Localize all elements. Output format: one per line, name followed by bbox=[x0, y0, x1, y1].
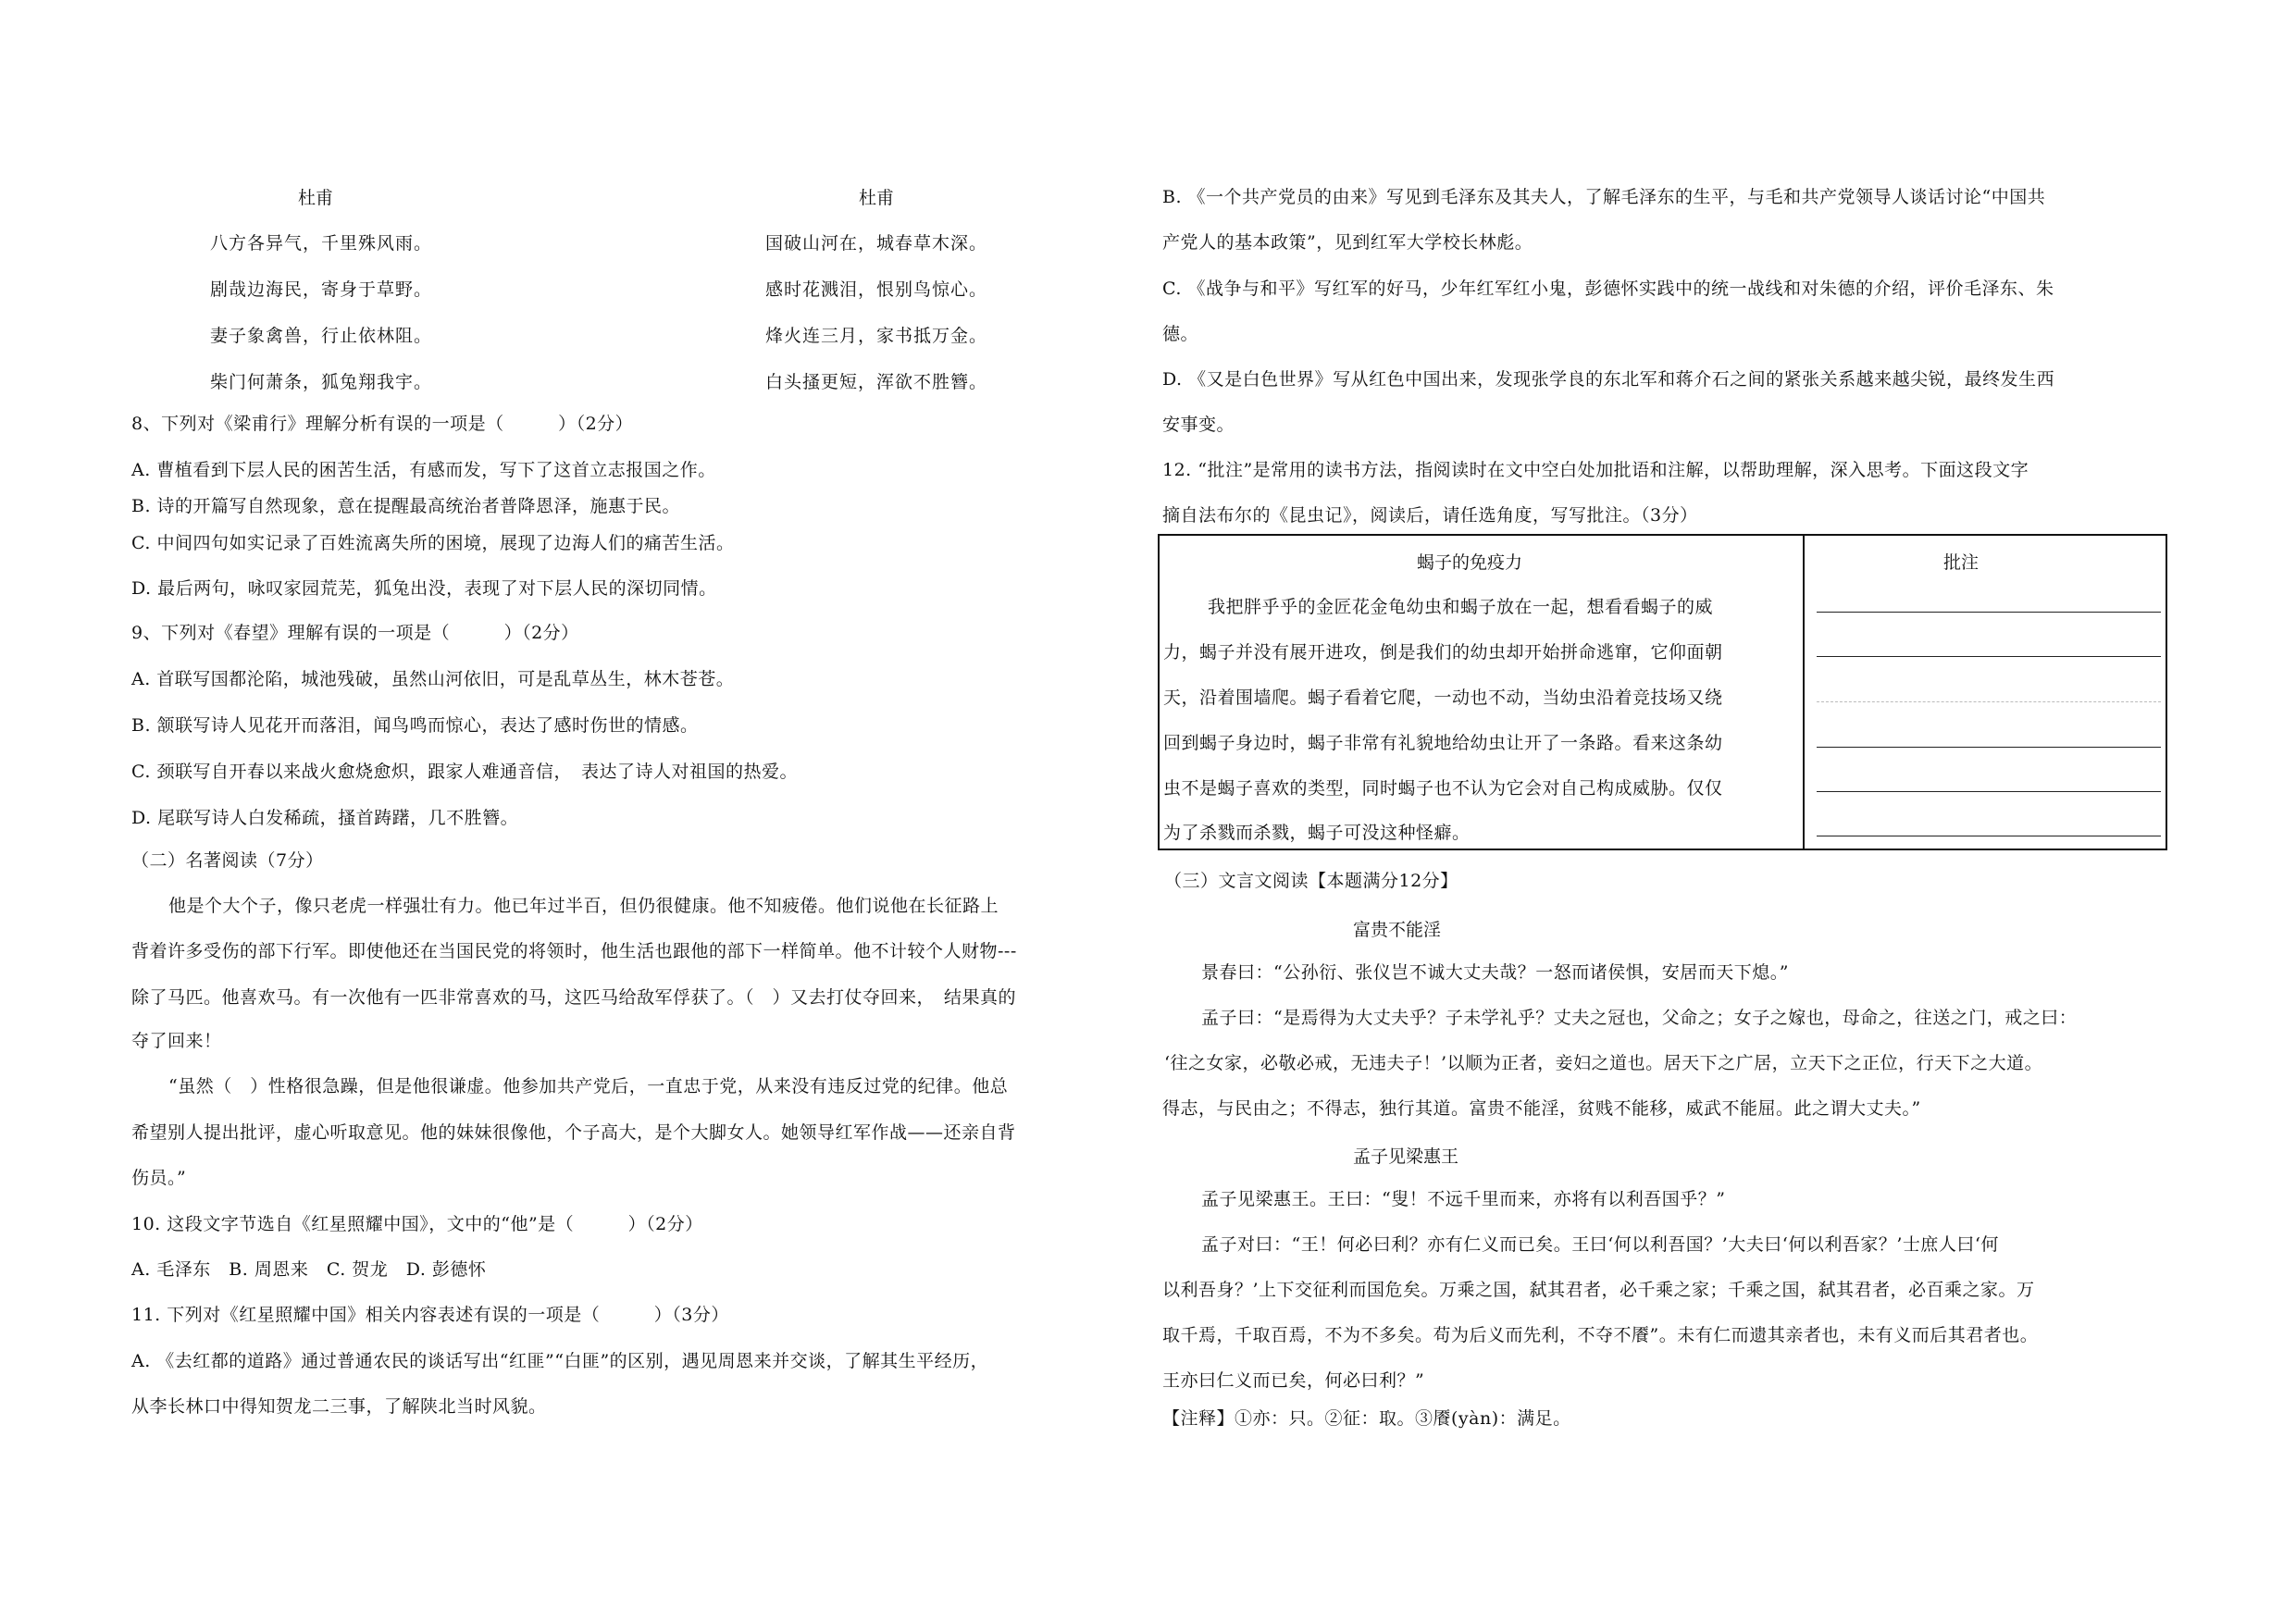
question-8-option-c: C. 中间四句如实记录了百姓流离失所的困境，展现了边海人们的痛苦生活。 bbox=[131, 533, 735, 553]
question-8-option-a: A. 曹植看到下层人民的困苦生活，有感而发，写下了这首立志报国之作。 bbox=[131, 460, 716, 480]
annotation-notes: 【注释】①亦：只。②征：取。③餍(yàn)：满足。 bbox=[1162, 1408, 1571, 1429]
classical-text-line: 以利吾身？’上下交征利而国危矣。万乘之国，弑其君者，必千乘之家；千乘之国，弑其君者，必百乘之家。万 bbox=[1162, 1280, 2035, 1300]
poem2-author: 杜甫 bbox=[859, 188, 895, 208]
poem1-line: 剧哉边海民，寄身于草野。 bbox=[210, 279, 433, 300]
passage-line: 背着许多受伤的部下行军。即使他还在当国民党的将领时，他生活也跟他的部下一样简单。他不计较个人财物--- bbox=[131, 941, 1017, 961]
question-9-stem: 9、下列对《春望》理解有误的一项是（ ）（2分） bbox=[131, 623, 579, 643]
classical-text-line: 景春曰：“公孙衍、张仪岂不诚大丈夫哉？一怒而诸侯惧，安居而天下熄。” bbox=[1201, 962, 1789, 983]
question-11-stem: 11. 下列对《红星照耀中国》相关内容表述有误的一项是（ ）（3分） bbox=[131, 1305, 729, 1325]
passage-line: 他是个大个子，像只老虎一样强壮有力。他已年过半百，但仍很健康。他不知疲倦。他们说他在长征路上 bbox=[168, 896, 999, 916]
annotation-blank-line[interactable] bbox=[1817, 612, 2161, 613]
annotation-blank-line[interactable] bbox=[1817, 747, 2161, 748]
table-passage-line: 天，沿着围墙爬。蝎子看着它爬，一动也不动，当幼虫沿着竞技场又绕 bbox=[1163, 688, 1723, 708]
question-8-option-b: B. 诗的开篇写自然现象，意在提醒最高统治者普降恩泽，施惠于民。 bbox=[131, 496, 681, 516]
section-3-heading: （三）文言文阅读【本题满分12分】 bbox=[1164, 871, 1458, 891]
question-10-options: A. 毛泽东 B. 周恩来 C. 贺龙 D. 彭德怀 bbox=[131, 1259, 487, 1280]
question-9-option-b: B. 颔联写诗人见花开而落泪，闻鸟鸣而惊心，表达了感时伤世的情感。 bbox=[131, 715, 699, 736]
annotation-blank-line[interactable] bbox=[1817, 656, 2161, 657]
question-11-option-a: A. 《去红都的道路》通过普通农民的谈话写出“红匪”“白匪”的区别，遇见周恩来并交谈，了解其生平经历， bbox=[131, 1351, 989, 1371]
section-2-heading: （二）名著阅读（7分） bbox=[131, 850, 324, 871]
classical-text-line: ‘往之女家，必敬必戒，无违夫子！’以顺为正者，妾妇之道也。居天下之广居，立天下之正位，行天下之大道。 bbox=[1164, 1053, 2043, 1073]
table-passage-line: 虫不是蝎子喜欢的类型，同时蝎子也不认为它会对自己构成威胁。仅仅 bbox=[1163, 778, 1723, 799]
question-8-option-d: D. 最后两句，咏叹家园荒芜，狐兔出没，表现了对下层人民的深切同情。 bbox=[131, 578, 717, 599]
passage-line: “虽然（ ）性格很急躁，但是他很谦虚。他参加共产党后，一直忠于党，从来没有违反过党的纪律。他总 bbox=[168, 1076, 1009, 1096]
poem1-line: 柴门何萧条，狐兔翔我宇。 bbox=[210, 372, 433, 392]
question-10-stem: 10. 这段文字节选自《红星照耀中国》，文中的“他”是（ ）（2分） bbox=[131, 1214, 703, 1234]
poem1-author: 杜甫 bbox=[298, 188, 334, 208]
question-11-option-d: D. 《又是白色世界》写从红色中国出来，发现张学良的东北军和蒋介石之间的紧张关系越来越尖锐，最终发生西 bbox=[1162, 369, 2055, 390]
question-9-option-c: C. 颈联写自开春以来战火愈烧愈炽，跟家人难通音信， 表达了诗人对祖国的热爱。 bbox=[131, 762, 798, 782]
question-12-stem: 12. “批注”是常用的读书方法，指阅读时在文中空白处加批语和注解，以帮助理解，深入思考。下面这段文字 bbox=[1162, 460, 2029, 480]
passage-line: 除了马匹。他喜欢马。有一次他有一匹非常喜欢的马，这匹马给敌军俘获了。（ ）又去打仗夺回来， 结果真的 bbox=[131, 987, 1017, 1008]
question-11-option-d: 安事变。 bbox=[1162, 415, 1235, 435]
question-11-option-a: 从李长林口中得知贺龙二三事，了解陕北当时风貌。 bbox=[131, 1396, 547, 1417]
poem2-line: 国破山河在，城春草木深。 bbox=[765, 233, 988, 254]
classical-text-line: 得志，与民由之；不得志，独行其道。富贵不能淫，贫贱不能移，威武不能屈。此之谓大丈夫。” bbox=[1162, 1098, 1921, 1119]
question-9-option-a: A. 首联写国都沦陷，城池残破，虽然山河依旧，可是乱草丛生，林木苍苍。 bbox=[131, 669, 735, 689]
poem2-line: 烽火连三月，家书抵万金。 bbox=[765, 326, 988, 346]
table-passage-line: 为了杀戮而杀戮，蝎子可没这种怪癖。 bbox=[1163, 823, 1471, 843]
table-header-annotation: 批注 bbox=[1943, 552, 1980, 573]
classical-text-1-title: 富贵不能淫 bbox=[1353, 920, 1442, 940]
question-11-option-b: 产党人的基本政策”，见到红军大学校长林彪。 bbox=[1162, 232, 1533, 253]
poem2-line: 白头搔更短，浑欲不胜簪。 bbox=[765, 372, 988, 392]
classical-text-line: 孟子曰：“是焉得为大丈夫乎？子未学礼乎？丈夫之冠也，父命之；女子之嫁也，母命之，往送之门，戒之曰： bbox=[1201, 1008, 2078, 1028]
poem1-line: 妻子象禽兽，行止依林阻。 bbox=[210, 326, 433, 346]
classical-text-2-title: 孟子见梁惠王 bbox=[1353, 1146, 1459, 1167]
annotation-table bbox=[1158, 534, 2167, 850]
passage-line: 夺了回来！ bbox=[131, 1031, 222, 1051]
question-11-option-c: 德。 bbox=[1162, 324, 1199, 344]
question-11-option-c: C. 《战争与和平》写红军的好马，少年红军红小鬼，彭德怀实践中的统一战线和对朱德的介绍，评价毛泽东、朱 bbox=[1162, 279, 2054, 299]
table-passage-line: 我把胖乎乎的金匠花金龟幼虫和蝎子放在一起，想看看蝎子的威 bbox=[1208, 597, 1714, 617]
classical-text-line: 孟子对曰：“王！何必曰利？亦有仁义而已矣。王曰‘何以利吾国？’大夫曰‘何以利吾家？’士庶人曰‘何 bbox=[1201, 1234, 1999, 1255]
annotation-blank-line[interactable] bbox=[1817, 791, 2161, 792]
annotation-blank-line[interactable] bbox=[1817, 701, 2161, 702]
passage-line: 希望别人提出批评，虚心听取意见。他的妹妹很像他，个子高大，是个大脚女人。她领导红军作战——还亲自背 bbox=[131, 1122, 1016, 1143]
question-12-stem: 摘自法布尔的《昆虫记》，阅读后，请任选角度，写写批注。（3分） bbox=[1162, 505, 1698, 526]
question-11-option-b: B. 《一个共产党员的由来》写见到毛泽东及其夫人，了解毛泽东的生平，与毛和共产党领导人谈话讨论“中国共 bbox=[1162, 187, 2046, 207]
classical-text-line: 孟子见梁惠王。王曰：“叟！不远千里而来，亦将有以利吾国乎？” bbox=[1201, 1189, 1726, 1209]
classical-text-line: 取千焉，千取百焉，不为不多矣。苟为后义而先利，不夺不餍”。未有仁而遗其亲者也，未有义而后其君者也。 bbox=[1162, 1325, 2039, 1345]
table-passage-line: 力，蝎子并没有展开进攻，倒是我们的幼虫却开始拼命逃窜，它仰面朝 bbox=[1163, 642, 1723, 663]
passage-line: 伤员。” bbox=[131, 1168, 187, 1188]
poem2-line: 感时花溅泪，恨别鸟惊心。 bbox=[765, 279, 988, 300]
question-9-option-d: D. 尾联写诗人白发稀疏，搔首踌躇，几不胜簪。 bbox=[131, 808, 519, 828]
table-divider bbox=[1803, 536, 1805, 849]
classical-text-line: 王亦曰仁义而已矣，何必曰利？” bbox=[1162, 1370, 1425, 1391]
table-passage-line: 回到蝎子身边时，蝎子非常有礼貌地给幼虫让开了一条路。看来这条幼 bbox=[1163, 733, 1723, 753]
question-8-stem: 8、下列对《梁甫行》理解分析有误的一项是（ ）（2分） bbox=[131, 414, 634, 434]
poem1-line: 八方各异气，千里殊风雨。 bbox=[210, 233, 433, 254]
table-header-passage: 蝎子的免疫力 bbox=[1417, 552, 1523, 573]
